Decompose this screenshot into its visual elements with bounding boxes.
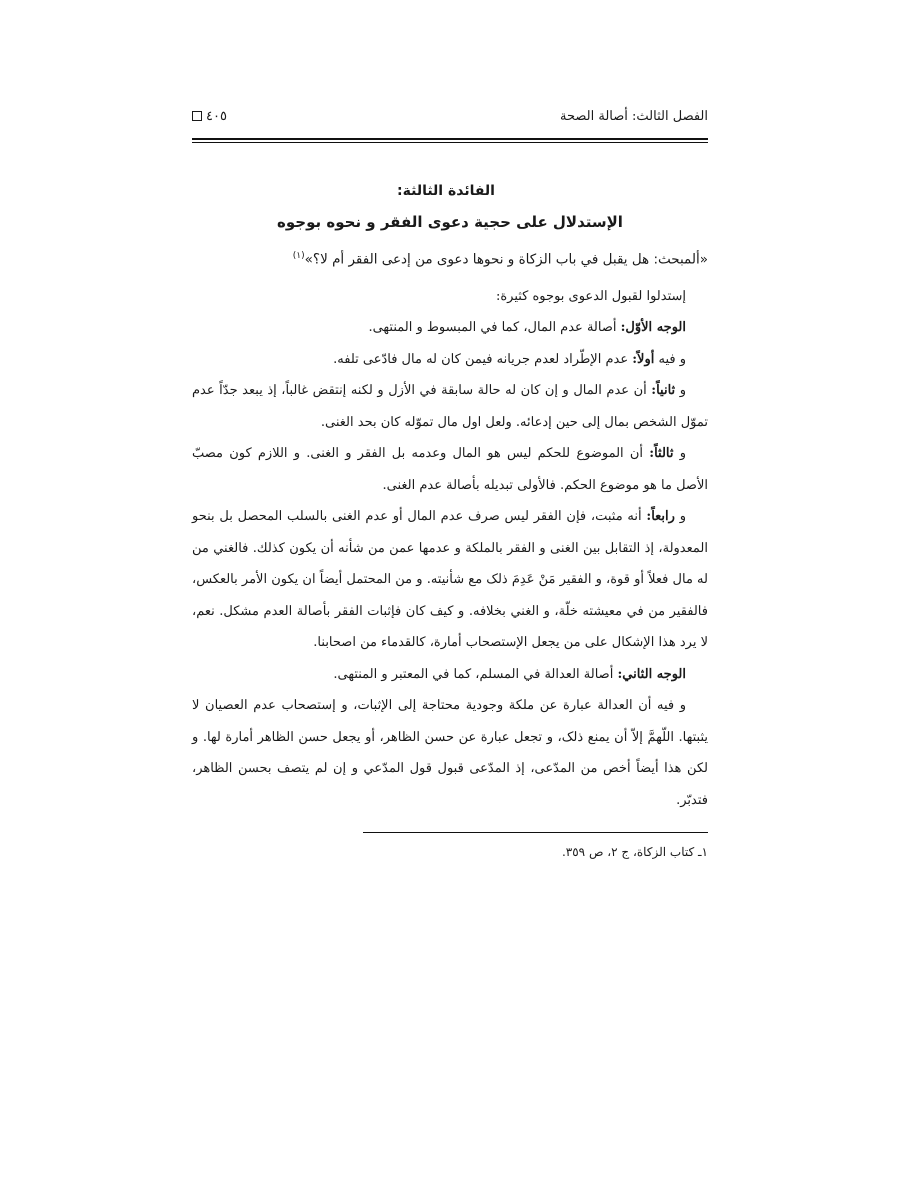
- header-rule-thick: [192, 138, 708, 140]
- paragraph: [192, 690, 708, 816]
- paragraph-text: أصالة العدالة في المسلم، كما في المعتبر و المنتهى.: [333, 666, 618, 682]
- paragraph: [192, 375, 708, 438]
- paragraph-text: أنه مثبت، فإن الفقر ليس صرف عدم المال أو عدم الغنى بالسلب المحصل بل بنحو المعدولة، إذ التقابل بين الغنى و الفقر بالملكة و عدمها عمن من شأنه أن يكون كذلك. فالغني من له مال فعلاً أو قوة، و الفقير مَنْ عَدِمَ ذلک مع شأنيته. و من المحتمل أيضاً ان يكون الأمر بالعكس، فالفقير من في معيشته خلّة، و الغني بخلافه. و كيف كان فإثبات الفقر بأصالة العدم مشكل. نعم، لا يرد هذا الإشكال على من يجعل الإستصحاب أمارة، كالقدماء من اصحابنا.: [192, 509, 708, 650]
- footnote-rule: [363, 832, 708, 833]
- paragraph-text: أن الموضوع للحكم ليس هو المال وعدمه بل الفقر و الغنى. و اللازم كون مصبّ الأصل ما هو موضوع الحكم. فالأولى تبديله بأصالة عدم الغنى.: [192, 446, 708, 493]
- paragraph-text: أن عدم المال و إن كان له حالة سابقة في الأزل و لكنه إنتقض غالباً، إذ يبعد جدّاً عدم تموّل الشخص بمال إلى حين إدعائه. ولعل اول مال تموّله كان بحد الغنى.: [192, 383, 708, 430]
- square-icon: [192, 111, 202, 121]
- paragraph-prefix: و: [673, 446, 686, 461]
- chapter-title: الفصل الثالث: أصالة الصحة: [560, 108, 708, 124]
- section-title: الفائدة الثالثة:: [397, 183, 495, 199]
- header-rule-thin: [192, 142, 708, 143]
- paragraph-text: عدم الإطّراد لعدم جريانه فيمن كان له مال فادّعى تلفه.: [333, 351, 633, 367]
- footnote-ref: (١): [292, 251, 305, 261]
- page-number-text: ٤٠٥: [206, 108, 227, 124]
- paragraph-label: الوجه الثاني:: [617, 666, 686, 682]
- paragraph-label: الوجه الأوّل:: [620, 320, 686, 335]
- paragraph-prefix: و فيه: [654, 351, 686, 367]
- paragraph: [192, 281, 708, 313]
- paragraph-label: رابعاً:: [646, 509, 675, 524]
- paragraph-label: أولاً:: [632, 351, 655, 367]
- quote-text: «ألمبحث: هل يقبل في باب الزكاة و نحوها دعوى من إدعى الفقر أم لا؟»: [304, 251, 708, 268]
- paragraph-label: ثانياً:: [651, 383, 676, 398]
- paragraph: [192, 438, 708, 501]
- quoted-question: [192, 241, 708, 275]
- body-text: [192, 281, 708, 817]
- paragraph-text: إستدلوا لقبول الدعوى بوجوه كثيرة:: [495, 288, 686, 304]
- section-subtitle: الإستدلال على حجية دعوى الفقر و نحوه بوجوه: [277, 213, 623, 231]
- paragraph: [192, 344, 708, 376]
- paragraph-prefix: و: [675, 383, 686, 398]
- paragraph-prefix: و: [674, 509, 686, 524]
- paragraph-label: ثالثاً:: [649, 446, 674, 461]
- paragraph-text: أصالة عدم المال، كما في المبسوط و المنتهى.: [368, 320, 621, 335]
- running-header: [192, 100, 708, 132]
- paragraph: [192, 312, 708, 344]
- paragraph: [192, 659, 708, 691]
- footnote: ١ـ كتاب الزكاة، ج ٢، ص ٣٥٩.: [561, 845, 708, 859]
- paragraph-text: و فيه أن العدالة عبارة عن ملكة وجودية محتاجة إلى الإثبات، و إستصحاب عدم العصيان لا يثبتها. اللّهمَّ إلاّ أن يمنع ذلک، و تجعل عبارة عن حسن الظاهر، أو يجعل حسن الظاهر أمارة لها. و لكن هذا أيضاً أخص من المدّعى، إذ المدّعى قبول قول المدّعي و إن لم يتصف بحسن الظاهر، فتدبّر.: [192, 698, 708, 808]
- page-number: [192, 109, 227, 124]
- book-page: [192, 100, 708, 859]
- paragraph: [192, 501, 708, 659]
